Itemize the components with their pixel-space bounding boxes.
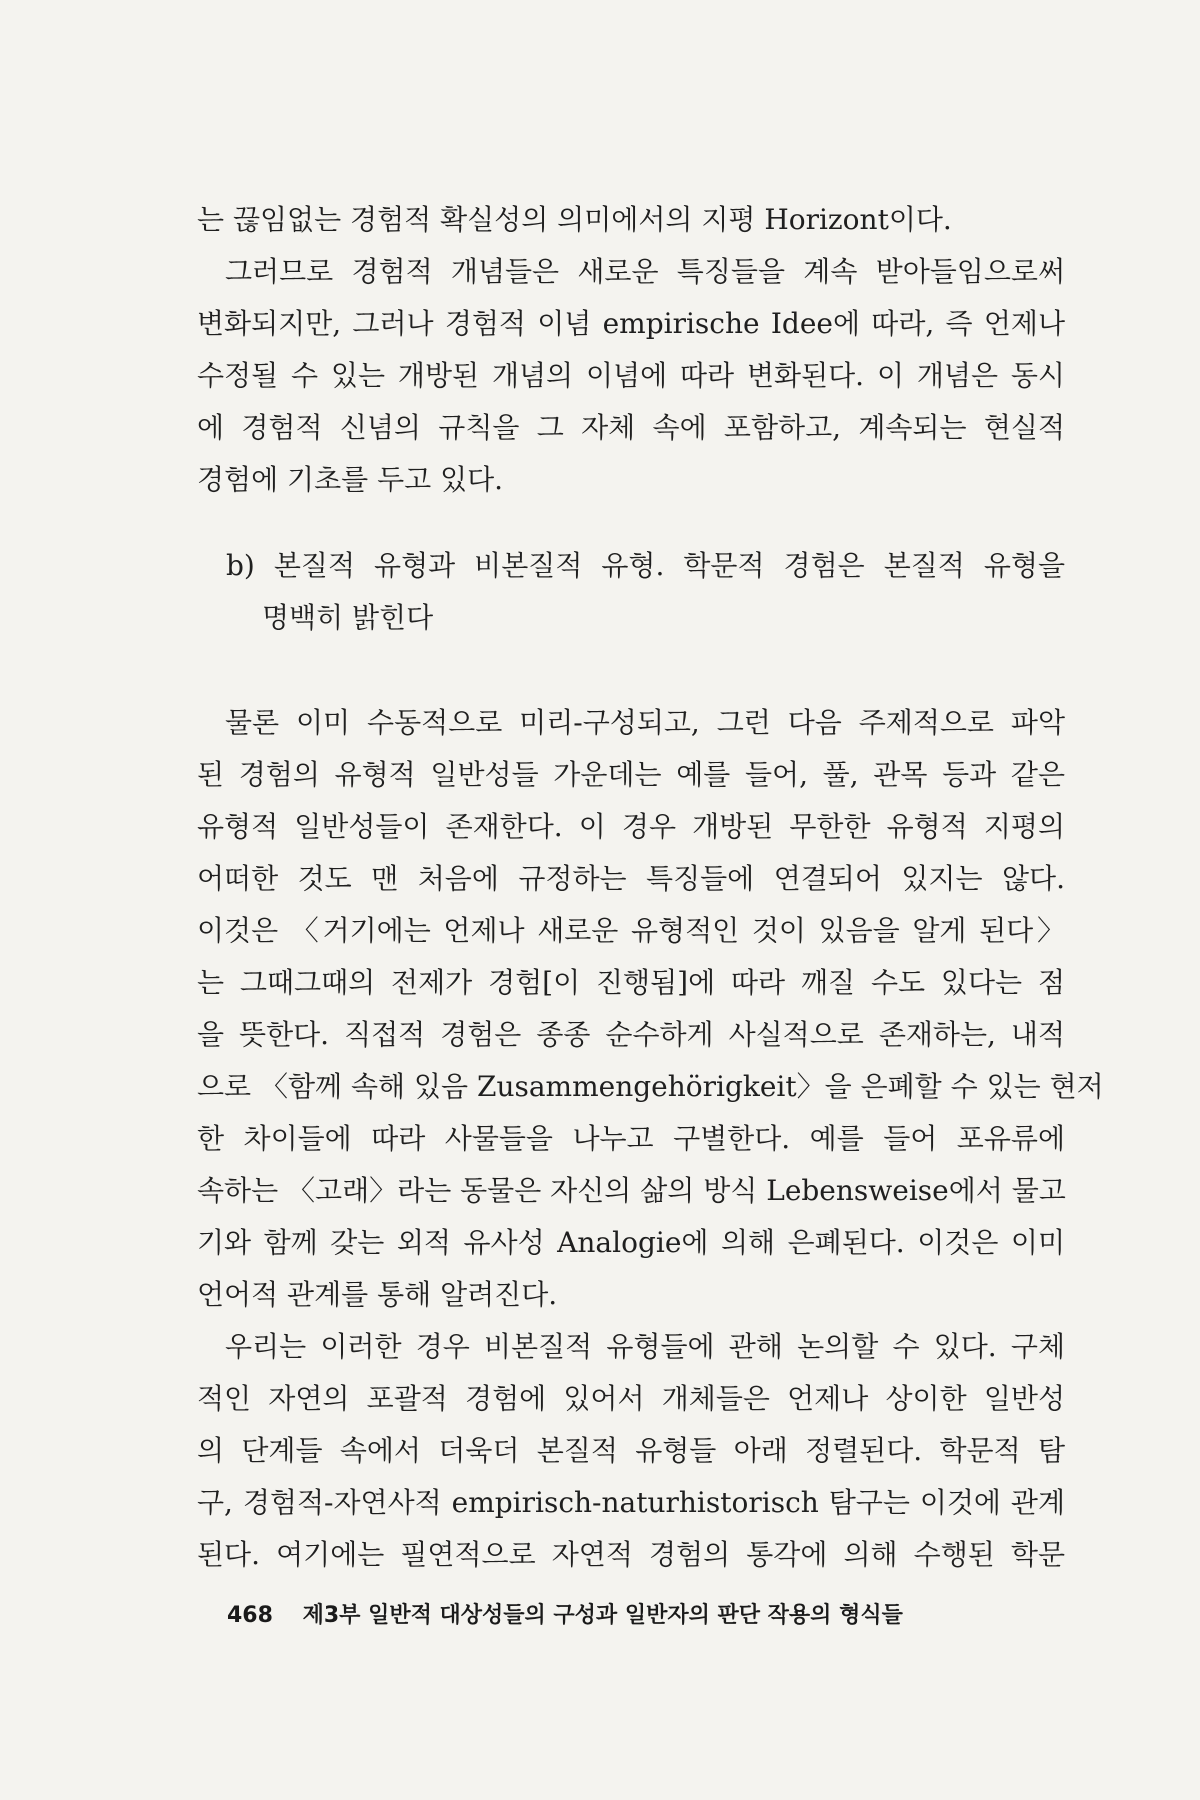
text-line: 에 경험적 신념의 규칙을 그 자체 속에 포함하고, 계속되는 현실적: [197, 411, 1065, 444]
running-title: 제3부 일반적 대상성들의 구성과 일반자의 판단 작용의 형식들: [302, 1603, 903, 1628]
text-line: 는 그때그때의 전제가 경험[이 진행됨]에 따라 깨질 수도 있다는 점: [197, 966, 1065, 999]
heading-line: b) 본질적 유형과 비본질적 유형. 학문적 경험은 본질적 유형을: [226, 549, 1065, 582]
text-line: 어떠한 것도 맨 처음에 규정하는 특징들에 연결되어 있지는 않다.: [197, 862, 1065, 895]
page-number: 468: [227, 1603, 273, 1628]
text-line: 을 뜻한다. 직접적 경험은 종종 순수하게 사실적으로 존재하는, 내적: [197, 1018, 1065, 1051]
text-line: 언어적 관계를 통해 알려진다.: [197, 1278, 558, 1311]
text-line: 구, 경험적-자연사적 empirisch-naturhistorisch 탐구는 이것에 관계: [197, 1486, 1065, 1519]
text-line: 우리는 이러한 경우 비본질적 유형들에 관해 논의할 수 있다. 구체: [225, 1330, 1065, 1363]
text-line: 물론 이미 수동적으로 미리-구성되고, 그런 다음 주제적으로 파악: [225, 706, 1065, 739]
text-line: 수정될 수 있는 개방된 개념의 이념에 따라 변화된다. 이 개념은 동시: [197, 359, 1065, 392]
text-line: 된 경험의 유형적 일반성들 가운데는 예를 들어, 풀, 관목 등과 같은: [197, 758, 1065, 791]
text-line: 적인 자연의 포괄적 경험에 있어서 개체들은 언제나 상이한 일반성: [197, 1382, 1065, 1415]
page-footer: [227, 1598, 903, 1634]
paragraph-body: [197, 697, 1104, 1581]
heading-line: 명백히 밝힌다: [262, 601, 434, 634]
section-heading: [226, 540, 1065, 644]
text-line: 경험에 기초를 두고 있다.: [197, 463, 504, 496]
text-line: 의 단계들 속에서 더욱더 본질적 유형들 아래 정렬된다. 학문적 탐: [197, 1434, 1065, 1467]
paragraph-continuation: [197, 194, 1065, 506]
text-line: 변화되지만, 그러나 경험적 이념 empirische Idee에 따라, 즉 언제나: [197, 307, 1065, 340]
text-line: 유형적 일반성들이 존재한다. 이 경우 개방된 무한한 유형적 지평의: [197, 810, 1065, 843]
text-line: 된다. 여기에는 필연적으로 자연적 경험의 통각에 의해 수행된 학문: [197, 1538, 1065, 1571]
text-line: 속하는 〈고래〉라는 동물은 자신의 삶의 방식 Lebensweise에서 물고: [197, 1174, 1066, 1207]
text-line: 는 끊임없는 경험적 확실성의 의미에서의 지평 Horizont이다.: [197, 203, 952, 236]
text-line: 그러므로 경험적 개념들은 새로운 특징들을 계속 받아들임으로써: [225, 255, 1065, 288]
text-line: 한 차이들에 따라 사물들을 나누고 구별한다. 예를 들어 포유류에: [197, 1122, 1065, 1155]
text-line: 으로 〈함께 속해 있음 Zusammengehörigkeit〉을 은폐할 수 있는 현저: [197, 1070, 1104, 1103]
text-line: 이것은 〈거기에는 언제나 새로운 유형적인 것이 있음을 알게 된다〉: [197, 914, 1065, 947]
text-line: 기와 함께 갖는 외적 유사성 Analogie에 의해 은폐된다. 이것은 이미: [197, 1226, 1065, 1259]
